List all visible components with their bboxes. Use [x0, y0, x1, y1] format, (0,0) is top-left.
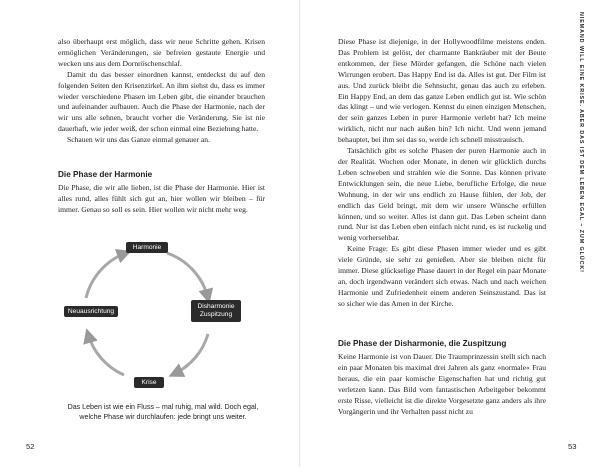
running-head: [574, 12, 586, 452]
section-heading-disharmonie: Die Phase der Disharmonie, die Zuspitzung: [338, 339, 507, 348]
diagram-caption: Das Leben ist wie ein Fluss – mal ruhig, mal wild. Doch egal, welche Phase wir durchlaufen: jede bringt uns weiter.: [67, 403, 259, 421]
running-head-text: NIEMAND WILL EINE KRISE. ABER DAS IST DEM LEBEN EGAL – ZUM GLÜCK!: [578, 12, 584, 273]
page-number-left: 52: [26, 442, 35, 451]
crisis-cycle-diagram: [58, 236, 266, 396]
cycle-arrow: [86, 253, 126, 298]
right-harmonie-text: [338, 37, 546, 310]
cycle-arrow: [167, 253, 208, 298]
paragraph: also überhaupt erst möglich, dass wir neue Schritte gehen. Krisen ermöglichen Veränderungen, sie befreien gestaute Energie und wecken uns aus dem Dornröschenschlaf.: [58, 37, 265, 68]
paragraph: Die Phase, die wir alle lieben, ist die Phase der Harmonie. Hier ist alles rund, alles fühlt sich gut an, hier wollen wir bleiben – für immer. Genau so soll es sein. Hier wollen wir nicht mehr weg.: [58, 183, 265, 214]
section-heading-harmonie: Die Phase der Harmonie: [58, 170, 153, 179]
paragraph: Keine Frage: Es gibt diese Phasen immer wieder und es gibt viele Gründe, sie sehr zu genießen. Aber sie bleiben nicht für immer. Diese glückselige Phase dauert in der Regel ein paar Monate an, doch irgendwann verändert sich etwas. Nach und nach weichen Harmonie und Zufriedenheit einem anderen Seinszustand. Das ist so sicher wie das Amen in der Kirche.: [338, 244, 546, 308]
cycle-arrow: [88, 334, 124, 375]
page-number-right: 53: [568, 442, 577, 451]
paragraph: Damit du das besser einordnen kannst, entdeckst du auf den folgenden Seiten den Krisenzirkel. An ihm siehst du, dass es immer wieder verschiedene Phasen im Leben gibt, die einander brauchen und aufeinander aufbauen. Auch die Phase der Harmonie, nach der wir uns alle sehnen, braucht vorher die Veränderung. Sie ist nie dauerhaft, wie jeder weiß, der schon einmal eine Beziehung hatte.: [58, 69, 265, 134]
right-disharmonie-text: [338, 352, 546, 417]
node-harmonie: Harmonie: [126, 242, 168, 253]
left-intro-text: [58, 37, 265, 146]
node-disharmonie: [191, 300, 241, 322]
left-harmonie-text: [58, 183, 265, 216]
node-krise: Krise: [134, 377, 164, 388]
cycle-arrow: [174, 334, 208, 374]
paragraph: Keine Harmonie ist von Dauer. Die Traumprinzessin stellt sich nach ein paar Monaten bis maximal drei Jahren als ganz »normale« Frau heraus, die ein paar komische Eigenschaften hat und richtig gut verletzen kann. Das Bild vom fantastischen Arbeitgeber bekommt erste Risse, vielleicht ist die direkte Vorgesetzte ganz anders als ihre Vorgängerin und ihr Verhalten passt nicht zu: [338, 352, 546, 416]
node-label: Zuspitzung: [199, 311, 233, 318]
paragraph: Schauen wir uns das Ganze einmal genauer an.: [67, 135, 210, 145]
paragraph: Diese Phase ist diejenige, in der Hollywoodfilme meistens enden. Das Problem ist gelöst, der charmante Bankräuber mit der Beute entkommen, der fiese Mörder gefangen, die Schöne nach vielen Wirrungen erobert. Das Happy End ist da. Alles ist gut. Der Film ist aus. Und zurück bleibt die Sehnsucht, genau das auch zu erleben. Ein Happy End, an dem das ganze Leben endlich gut ist. Wie schön das klingt – und wie verlogen. Kennst du einen einzigen Menschen, der sein ganzes Leben in purer Harmonie verlebt hat? Ich meine wirklich, nicht nur nach außen hin? Ich nicht. Und wenn jemand behauptet, bei ihm sei das so, werde ich schnell misstrauisch.: [338, 37, 546, 145]
node-neuausrichtung: Neuausrichtung: [64, 306, 118, 317]
paragraph: Tatsächlich gibt es solche Phasen der puren Harmonie auch in der Realität. Wochen oder Monate, in denen wir glücklich durchs Leben schweben und strahlen wie die Sonne. Das können private Entwicklungen sein, die neue Liebe, berufliche Erfolge, die neue Wohnung, in der wir uns endlich zu Hause fühlen, der Job, der endlich das Geld bringt, mit dem wir unsere Wünsche erfüllen können, und so weiter. Alles ist dann gut. Das Leben scheint dann rund. Nur ist das Leben eben einfach nicht rund, es ist ruckelig und wenig vorhersehbar.: [338, 146, 546, 243]
right-page: [300, 0, 600, 467]
node-label: Disharmonie: [197, 303, 235, 310]
